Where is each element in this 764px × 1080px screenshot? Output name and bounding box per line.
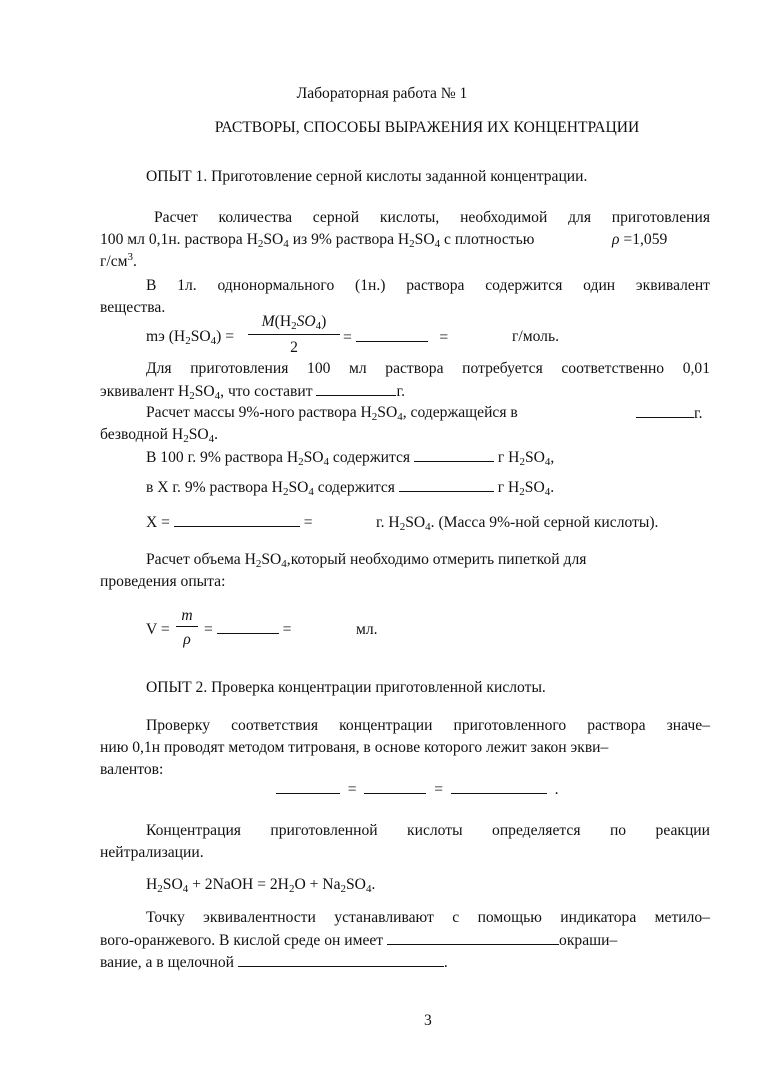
exp1-heading: ОПЫТ 1. Приготовление серной кислоты заданной концентрации.	[146, 168, 588, 185]
eq-blank-3[interactable]	[451, 783, 547, 794]
indicator-line-3: вание, а в щелочной .	[100, 954, 448, 971]
in100-blank[interactable]	[414, 447, 494, 462]
mass-blank[interactable]	[636, 403, 694, 418]
meq-denominator: 2	[290, 339, 298, 356]
mass-blank-group: г.	[636, 403, 703, 424]
reaction-equation: $H_2SO_4$ + 2NaOH = $2H_2O + Na_2SO_4$.	[146, 876, 376, 895]
v-lhs: V =	[146, 621, 170, 638]
density-value: ρ =1,059	[612, 231, 668, 248]
indicator-line-2: вого-оранжевого. В кислой среде он имеет окраши–	[100, 932, 618, 949]
prep-line-1: Для приготовления 100 мл раствора потребуется соответственно 0,01	[146, 360, 710, 377]
v-blank[interactable]	[217, 623, 279, 634]
in100-line: В 100 г. 9% раствора $H_2SO_4$ содержится г $H_2SO_4$,	[146, 449, 555, 468]
eq-blank-1[interactable]	[276, 783, 340, 794]
eq-blank-2[interactable]	[364, 783, 426, 794]
check-line-1: Проверку соответствия концентрации приготовленного раствора значе–	[146, 717, 710, 734]
check-line-3: валентов:	[100, 761, 164, 778]
v-numerator: m	[181, 607, 193, 624]
x-fraction-blank[interactable]	[174, 516, 300, 527]
inx-line: в X г. 9% раствора $H_2SO_4$ содержится г $H_2SO_4$.	[146, 479, 555, 498]
meq-fraction	[248, 312, 340, 358]
vol-line-1: Расчет объема $H_2SO_4,который$ необходимо отмерить пипеткой для	[146, 551, 587, 570]
normal-line-1: В 1л. однонормального (1н.) раствора содержится один эквивалент	[146, 277, 710, 294]
meq-blank-group: = =	[343, 329, 449, 346]
v-unit: мл.	[356, 621, 378, 638]
prep-line-2: эквивалент $H_2SO_4$, что составит г.	[100, 383, 406, 402]
exp2-heading: ОПЫТ 2. Проверка концентрации приготовленной кислоты.	[146, 679, 546, 696]
acid-color-blank[interactable]	[387, 930, 559, 945]
prep-blank[interactable]	[316, 381, 396, 396]
meq-blank[interactable]	[356, 327, 428, 342]
normal-line-2: вещества.	[100, 299, 166, 316]
page-number: 3	[424, 1012, 432, 1029]
x-line-rhs: г. $H_2SO_4$. (Масса 9%-ной серной кислоты).	[376, 514, 659, 533]
x-line-lhs: X = =	[146, 514, 313, 531]
calc-line-1: Расчет количества серной кислоты, необходимой для приготовления	[154, 209, 710, 226]
mass-line-1: Расчет массы 9%-ного раствора $H_2SO_4$, содержащейся в	[146, 404, 518, 423]
indicator-line-1: Точку эквивалентности устанавливают с помощью индикатора метило–	[146, 909, 710, 926]
meq-lhs: mэ $(H_2SO_4)$ =	[146, 328, 235, 347]
conc-line-1: Концентрация приготовленной кислоты определяется по реакции	[146, 822, 710, 839]
meq-numerator: $M(H_2SO_4)$	[261, 313, 327, 332]
calc-line-2: 100 мл 0,1н. раствора $H_2SO_4$ из 9% раствора $H_2SO_4$ с плотностью	[100, 231, 535, 250]
v-blank-group: = =	[204, 621, 292, 638]
meq-unit: г/моль.	[512, 328, 559, 345]
alkaline-color-blank[interactable]	[238, 952, 444, 967]
equivalents-law-blanks: = = .	[276, 780, 558, 800]
mass-line-2: безводной $H_2SO_4$.	[100, 426, 219, 445]
check-line-2: нию 0,1н проводят методом титрованя, в основе которого лежит закон экви–	[100, 739, 609, 756]
vol-line-2: проведения опыта:	[100, 573, 226, 590]
density-unit: $г/см^3$.	[100, 251, 137, 270]
main-title: РАСТВОРЫ, СПОСОБЫ ВЫРАЖЕНИЯ ИХ КОНЦЕНТРАЦИИ	[214, 119, 640, 136]
inx-blank[interactable]	[399, 477, 494, 492]
v-denominator: ρ	[183, 631, 191, 648]
lab-title: Лабораторная работа № 1	[296, 85, 468, 102]
conc-line-2: нейтрализации.	[100, 844, 204, 861]
v-fraction	[176, 606, 198, 650]
